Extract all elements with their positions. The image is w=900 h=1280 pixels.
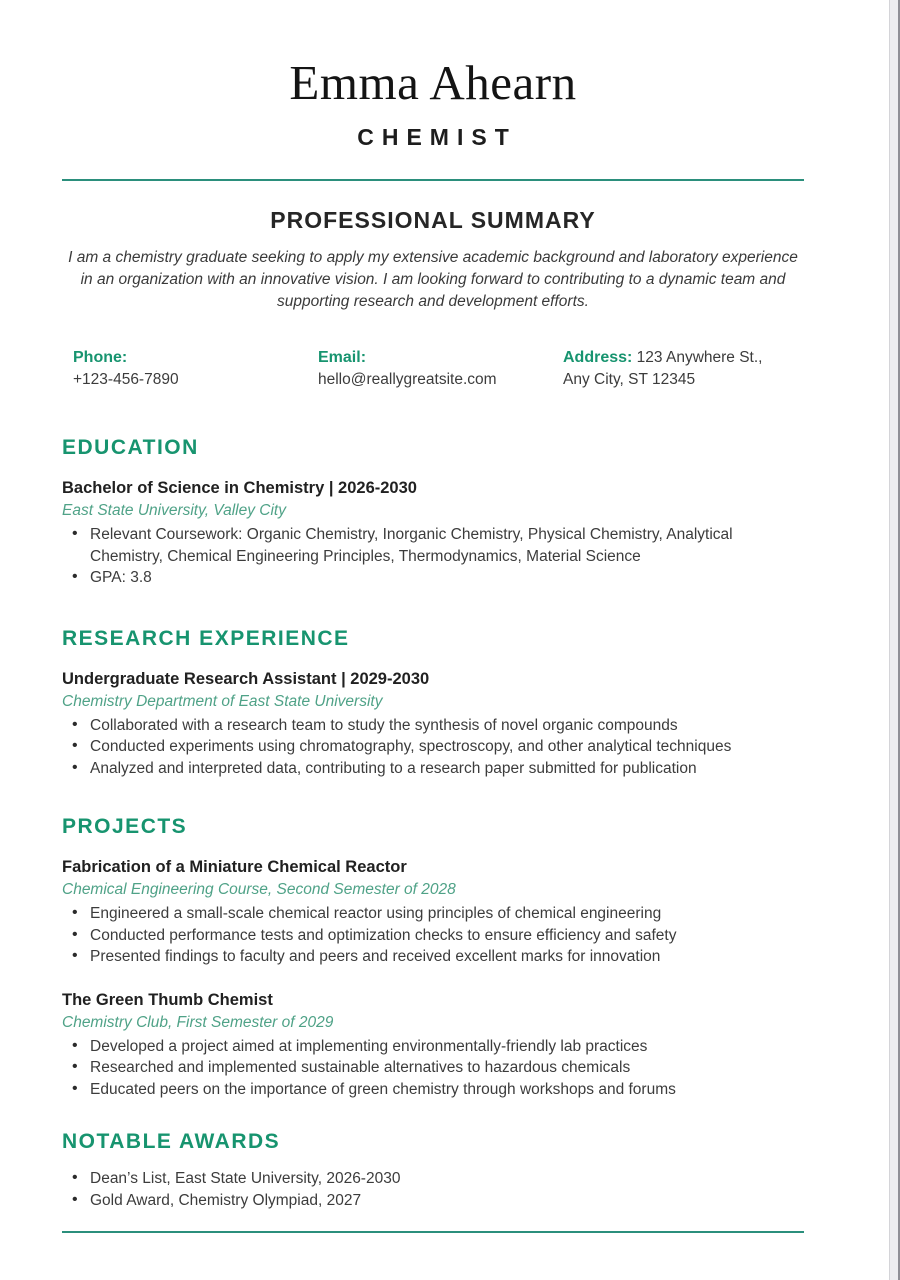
bullet-item: • Educated peers on the importance of green chemistry through workshops and forums	[62, 1079, 804, 1101]
contact-phone	[73, 347, 318, 390]
section-heading-education: EDUCATION	[62, 436, 199, 459]
entry-title: Fabrication of a Miniature Chemical Reactor	[62, 858, 407, 876]
bullet-list	[62, 1168, 804, 1211]
section-heading-awards: NOTABLE AWARDS	[62, 1130, 281, 1153]
candidate-name: Emma Ahearn	[289, 55, 577, 110]
bullet-item: • Gold Award, Chemistry Olympiad, 2027	[62, 1190, 804, 1212]
summary-section	[62, 207, 804, 313]
bullet-list	[62, 524, 804, 589]
entry-subtitle: East State University, Valley City	[62, 502, 286, 519]
bullet-item: • Conducted performance tests and optimization checks to ensure efficiency and safety	[62, 925, 804, 947]
bullet-item: • Conducted experiments using chromatography, spectroscopy, and other analytical techniques	[62, 736, 804, 758]
contact-address	[563, 347, 788, 390]
address-label: Address:	[563, 349, 633, 366]
bullet-item: • Collaborated with a research team to study the synthesis of novel organic compounds	[62, 715, 804, 737]
project-entry	[62, 857, 804, 968]
bullet-item: • Engineered a small-scale chemical reactor using principles of chemical engineering	[62, 903, 804, 925]
scrollbar-track[interactable]	[889, 0, 900, 1280]
bullet-item: • Developed a project aimed at implementing environmentally-friendly lab practices	[62, 1036, 804, 1058]
bullet-list	[62, 1036, 804, 1101]
bullet-item: • Analyzed and interpreted data, contributing to a research paper submitted for publication	[62, 758, 804, 780]
research-entry	[62, 669, 804, 780]
resume-header	[62, 0, 804, 152]
email-label: Email:	[318, 349, 367, 366]
phone-value: +123-456-7890	[73, 371, 179, 388]
summary-text: I am a chemistry graduate seeking to apply my extensive academic background and laboratory experience in an organization with an innovative vision. I am looking forward to contributing to a dynamic team and supporting research and development efforts.	[68, 249, 798, 310]
bullet-list	[62, 903, 804, 968]
project-entry	[62, 990, 804, 1101]
entry-subtitle: Chemical Engineering Course, Second Semester of 2028	[62, 881, 456, 898]
bullet-item: • Researched and implemented sustainable alternatives to hazardous chemicals	[62, 1057, 804, 1079]
entry-title: The Green Thumb Chemist	[62, 990, 273, 1009]
candidate-role: CHEMIST	[357, 124, 517, 150]
section-research-experience	[62, 627, 804, 780]
section-heading-research: RESEARCH EXPERIENCE	[62, 626, 350, 650]
divider-top	[62, 179, 804, 181]
bullet-item: • Presented findings to faculty and peers and received excellent marks for innovation	[62, 946, 804, 968]
entry-title: Undergraduate Research Assistant | 2029-2030	[62, 669, 430, 688]
bullet-item: • GPA: 3.8	[62, 567, 804, 589]
education-entry	[62, 478, 804, 589]
phone-label: Phone:	[73, 349, 128, 366]
entry-subtitle: Chemistry Department of East State University	[62, 692, 383, 710]
resume-page	[62, 0, 804, 1211]
summary-heading: PROFESSIONAL SUMMARY	[270, 207, 596, 233]
section-education	[62, 436, 804, 589]
entry-subtitle: Chemistry Club, First Semester of 2029	[62, 1013, 334, 1031]
divider-bottom	[62, 1231, 804, 1233]
section-projects	[62, 815, 804, 1100]
section-notable-awards	[62, 1130, 804, 1211]
entry-title: Bachelor of Science in Chemistry | 2026-2030	[62, 479, 417, 497]
section-heading-projects: PROJECTS	[62, 815, 188, 838]
address-value: 123 Anywhere St., Any City, ST 12345	[563, 349, 763, 388]
bullet-item: • Relevant Coursework: Organic Chemistry, Inorganic Chemistry, Physical Chemistry, Analytical Chemistry, Chemical Engineering Principles, Thermodynamics, Material Science	[62, 524, 804, 567]
bullet-list	[62, 715, 804, 780]
contact-row	[62, 347, 804, 390]
bullet-item: • Dean’s List, East State University, 2026-2030	[62, 1168, 804, 1190]
email-value: hello@reallygreatsite.com	[318, 371, 497, 388]
contact-email	[318, 347, 563, 390]
